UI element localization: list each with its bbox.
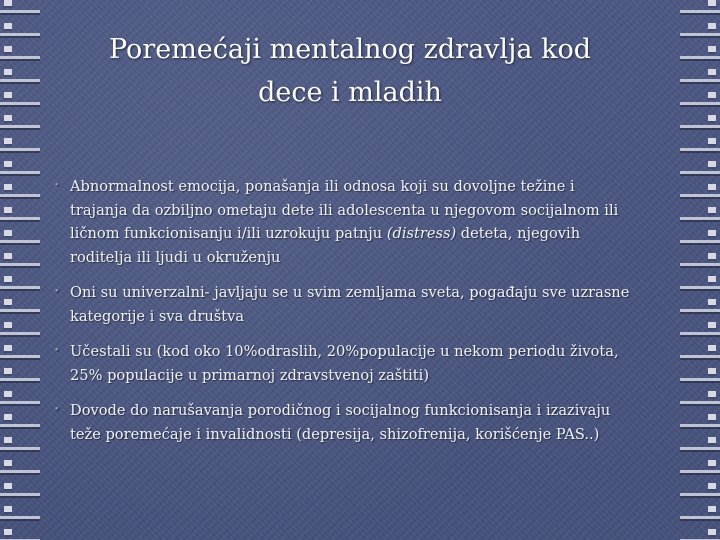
bullet-marker-icon: • [54,287,60,297]
bullet-list [54,175,635,458]
slide-title [40,28,660,114]
bullet-marker-icon: • [54,181,60,191]
bullet-text-part: Abnormalnost emocija, ponašanja ili odnosa koji su dovoljne težine i trajanja da ozbiljno ometaju dete ili adolescenta u njegovom socijalnom ili ličnom funkcionisanju i/ili uzrokuju patnju [70,178,619,242]
bullet-text: Oni su univerzalni- javljaju se u svim zemljama sveta, pogađaju sve uzrasne kategorije i sva društva [70,284,630,325]
bullet-item [54,281,635,328]
bullet-text [70,178,618,266]
bullet-text: Dovode do narušavanja porodičnog i socijalnog funkcionisanja i izazivaju teže poremećaje i invalidnosti (depresija, shizofrenija, korišćenje PAS..) [70,402,611,443]
bullet-marker-icon: • [54,346,60,356]
slide-title-line1: Poremećaji mentalnog zdravlja kod [108,34,592,65]
left-binding-decoration [0,0,40,540]
bullet-item [54,399,635,446]
bullet-text-italic: (distress) [386,225,457,242]
bullet-item [54,340,635,387]
slide-title-line2: dece i mladih [258,77,442,108]
bullet-text-part: deteta, njegovih roditelja ili ljudi u okruženju [70,225,581,266]
bullet-marker-icon: • [54,405,60,415]
right-binding-decoration [680,0,720,540]
bullet-text: Učestali su (kod oko 10%odraslih, 20%populacije u nekom periodu života, 25% populacije u primarnoj zdravstvenoj zaštiti) [70,343,619,384]
bullet-item [54,175,635,269]
